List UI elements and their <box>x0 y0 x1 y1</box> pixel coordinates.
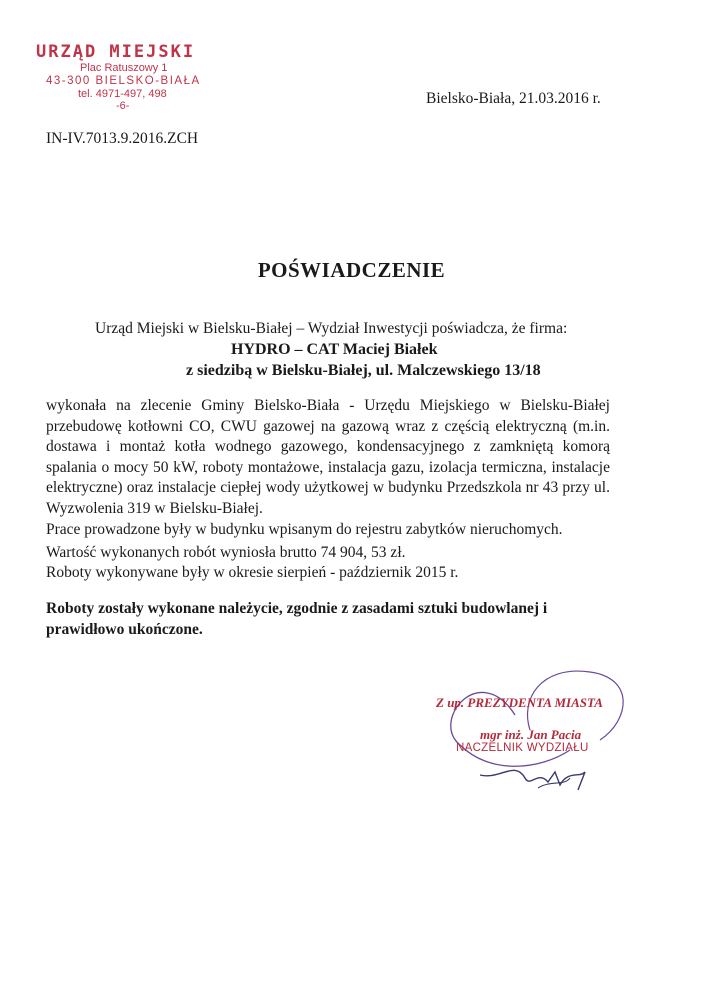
office-stamp <box>30 40 230 130</box>
heritage-line: Prace prowadzone były w budynku wpisanym do rejestru zabytków nieruchomych. <box>46 520 563 538</box>
signature-authorization: Z up. PREZYDENTA MIASTA <box>436 695 603 710</box>
company-name: HYDRO – CAT Maciej Białek <box>231 341 438 358</box>
stamp-city-line: 43-300 BIELSKO-BIAŁA <box>46 75 201 87</box>
body-paragraph: wykonała na zlecenie Gminy Bielsko-Biała - Urzędu Miejskiego w Bielsku-Białej przebudowę kotłowni CO, CWU gazowej na gazową wraz z częścią elektryczną (m.in. dostawa i montaż kotła wodnego gazowego, kondensacyjnego z zamkniętą komorą spalania o mocy 50 kW, roboty montażowe, instalacja gazu, izolacja termiczna, instalacje elektryczne) oraz instalacje ciepłej wody użytkowej w budynku Przedszkola nr 43 przy ul. Wyzwolenia 319 w Bielsku-Białej. <box>46 397 610 517</box>
intro-line: Urząd Miejski w Bielsku-Białej – Wydział Inwestycji poświadcza, że firma: <box>95 320 568 337</box>
company-seat: z siedzibą w Bielsku-Białej, ul. Malczewskiego 13/18 <box>186 362 541 379</box>
body-text <box>46 396 610 540</box>
conclusion: Roboty zostały wykonane należycie, zgodnie z zasadami sztuki budowlanej i prawidłowo ukończone. <box>46 600 548 638</box>
stamp-title: URZĄD MIEJSKI <box>36 42 196 62</box>
stamp-suffix-line: -6- <box>116 100 130 112</box>
signatory-position: NACZELNIK WYDZIAŁU <box>456 742 589 754</box>
stamp-address-line: Plac Ratuszowy 1 <box>80 62 168 74</box>
document-date: Bielsko-Biała, 21.03.2016 r. <box>426 90 601 107</box>
period-line: Roboty wykonywane były w okresie sierpień - październik 2015 r. <box>46 564 459 581</box>
stamp-phone-line: tel. 4971-497, 498 <box>78 88 167 100</box>
signature-block <box>420 660 660 800</box>
document-title: POŚWIADCZENIE <box>257 258 446 282</box>
reference-number: IN-IV.7013.9.2016.ZCH <box>46 130 199 147</box>
value-line: Wartość wykonanych robót wyniosła brutto 74 904, 53 zł. <box>46 544 406 561</box>
signatory-name: mgr inż. Jan Pacia <box>480 727 582 742</box>
